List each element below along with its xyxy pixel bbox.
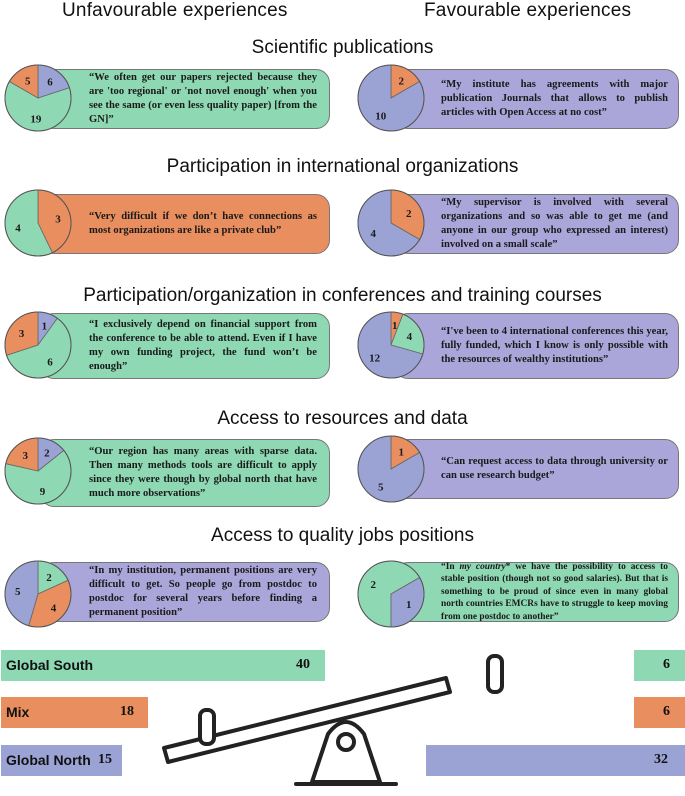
pie-organizations-unfavourable [3, 188, 73, 258]
pie-label-orange: 3 [18, 327, 25, 340]
label-mix: Mix [6, 704, 30, 720]
value-global-north-unfavourable: 15 [98, 752, 112, 767]
pie-label-orange: 1 [398, 446, 404, 459]
pie-label-orange: 2 [405, 207, 412, 220]
value-mix-favourable: 6 [663, 704, 670, 719]
section-title-publications: Scientific publications [251, 37, 434, 58]
pie-jobs-favourable [356, 559, 426, 629]
quote-jobs-unfavourable: “In my institution, permanent positions are very difficult to get. So people go from postdoc to postdoc for several years before finding a permanent position” [40, 562, 330, 622]
quote-publications-unfavourable: “We often get our papers rejected because they are 'too regional' or 'not novel enough' when you see the same (or even less quality paper) [from the GN]” [40, 69, 330, 129]
quote-conferences-favourable: “I've been to 4 international conferences this year, fully funded, which I know is only possible with the resources of wealthy institutions” [394, 313, 679, 379]
pie-conferences-unfavourable [3, 310, 73, 380]
pie-resources-unfavourable [3, 436, 73, 506]
quote-conferences-unfavourable: “I exclusively depend on financial support from the conference to be able to attend. Even if I have my own funding project, the fund won’t be enough” [40, 313, 330, 379]
pie-label-green: 2 [46, 571, 52, 584]
bar-global-north-favourable [426, 745, 685, 776]
pie-label-orange: 3 [55, 213, 61, 226]
pie-label-orange: 3 [22, 450, 28, 463]
pie-label-blue: 12 [369, 352, 381, 365]
pie-label-blue: 4 [370, 228, 377, 241]
section-title-organizations: Participation in international organizations [166, 156, 519, 177]
pie-label-blue: 5 [378, 481, 384, 494]
pie-label-green: 6 [47, 356, 53, 369]
section-title-jobs: Access to quality jobs positions [211, 525, 474, 546]
pie-resources-favourable [356, 434, 426, 504]
bar-global-south-favourable [634, 650, 685, 681]
label-global-south: Global South [6, 657, 94, 673]
pie-label-green: 4 [406, 330, 413, 343]
pie-label-blue: 10 [375, 110, 387, 123]
value-global-south-favourable: 6 [663, 657, 670, 672]
quote-organizations-unfavourable: “Very difficult if we don’t have connections as most organizations are like a private club” [40, 194, 330, 254]
quote-jobs-favourable: “In my country* we have the possibility to access to stable position (though not so good salaries). But that is something to be proud of since even in many global north countries EMCRs have to struggle to keep moving from one postdoc to another” [394, 562, 679, 622]
pie-publications-favourable [356, 63, 426, 133]
pie-label-blue: 5 [14, 586, 21, 599]
value-global-south-unfavourable: 40 [296, 657, 310, 672]
pie-jobs-unfavourable [3, 559, 73, 629]
value-mix-unfavourable: 18 [120, 704, 134, 719]
pie-organizations-favourable [356, 188, 426, 258]
pie-label-orange: 1 [392, 319, 398, 332]
pie-label-green: 9 [39, 485, 46, 498]
quote-resources-unfavourable: “Our region has many areas with sparse data. Then many methods tools are difficult to apply since they were though by global north that have much more observations” [40, 439, 330, 507]
pie-label-blue: 1 [41, 320, 48, 333]
pie-label-blue: 6 [47, 76, 53, 89]
section-title-conferences: Participation/organization in conferences and training courses [83, 285, 602, 306]
pie-label-green: 2 [370, 578, 377, 591]
bar-mix-favourable [634, 697, 685, 728]
pie-label-orange: 2 [398, 75, 404, 88]
pie-conferences-favourable [356, 310, 426, 380]
pie-label-green: 19 [30, 113, 42, 126]
pie-label-orange: 5 [25, 75, 31, 88]
pie-label-blue: 1 [405, 599, 412, 612]
label-global-north: Global North [6, 752, 91, 768]
pie-label-blue: 2 [44, 447, 50, 460]
quote-organizations-favourable: “My supervisor is involved with several organizations and so was able to get me (and anyone in our group who expressed an interest) involved on a small scale” [394, 194, 679, 254]
quote-resources-favourable: “Can request access to data through university or can use research budget” [394, 439, 679, 499]
quote-publications-favourable: “My institute has agreements with major publication Journals that allows to publish articles with Open Access at no cost” [394, 69, 679, 129]
pie-publications-unfavourable [3, 63, 73, 133]
pie-label-orange: 4 [50, 602, 57, 615]
value-global-north-favourable: 32 [654, 752, 668, 767]
unfavourable-header: Unfavourable experiences [62, 0, 288, 21]
favourable-header: Favourable experiences [424, 0, 632, 21]
section-title-resources: Access to resources and data [217, 408, 468, 429]
pie-label-green: 4 [15, 222, 21, 235]
